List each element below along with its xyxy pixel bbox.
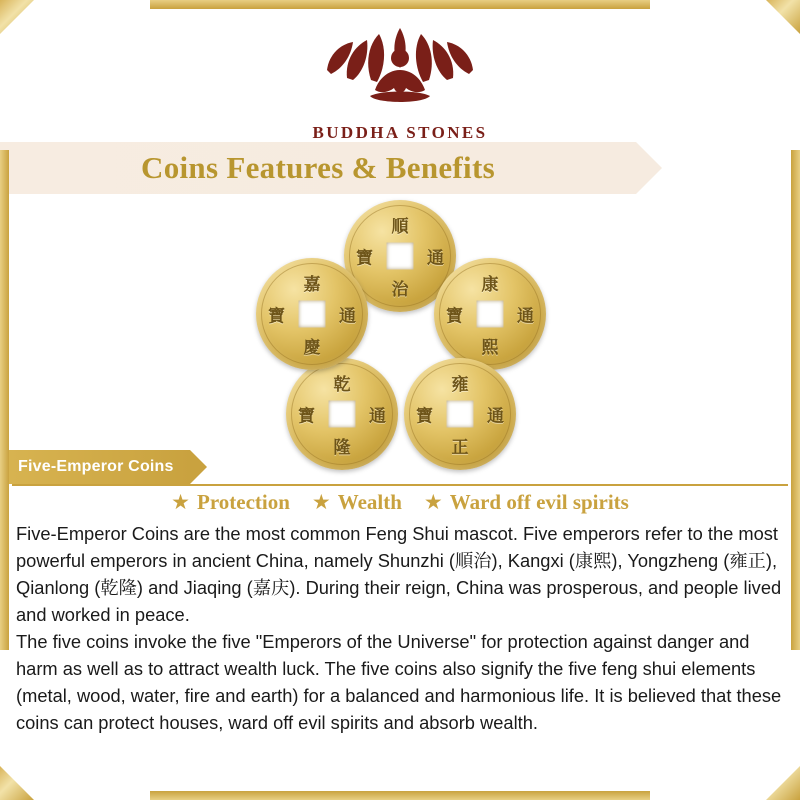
border-edge-bottom: [150, 791, 650, 800]
coin-glyph-right: 通: [369, 406, 386, 427]
coin-glyph-left: 寶: [416, 406, 433, 427]
product-label-text: Five-Emperor Coins: [18, 458, 174, 475]
coin-jiaqing: [256, 258, 368, 370]
coin-glyph-right: 通: [487, 406, 504, 427]
brand-name: BUDDHA STONES: [312, 123, 488, 142]
description-block: [16, 520, 784, 736]
lotus-meditation-figure-icon: [307, 18, 493, 119]
coin-glyph-bottom: 正: [451, 438, 469, 458]
star-icon: ★: [171, 491, 190, 514]
coin-yongzheng: [404, 358, 516, 470]
border-edge-left: [0, 150, 9, 650]
coin-glyph-right: 通: [339, 306, 356, 327]
benefit-item-ward-off-evil-spirits: [424, 490, 629, 515]
benefit-item-wealth: [312, 490, 402, 515]
coin-square-hole: [387, 243, 414, 270]
coin-glyph-top: 雍: [451, 375, 469, 395]
benefit-label: Ward off evil spirits: [449, 490, 629, 514]
coin-kangxi: [434, 258, 546, 370]
title-banner: [0, 142, 636, 194]
brand-header: [0, 0, 800, 143]
coin-square-hole: [447, 401, 474, 428]
benefits-row: [0, 490, 800, 515]
page-title: Coins Features & Benefits: [141, 150, 495, 185]
coin-glyph-bottom: 隆: [333, 438, 351, 458]
coin-glyph-left: 寶: [446, 306, 463, 327]
coin-glyph-left: 寶: [298, 406, 315, 427]
coin-glyph-left: 寶: [268, 306, 285, 327]
product-label-tab: [0, 450, 190, 484]
corner-ornament-bottom-left: [0, 766, 34, 800]
coin-square-hole: [299, 301, 326, 328]
coin-glyph-bottom: 熙: [481, 338, 499, 358]
coin-glyph-top: 順: [391, 217, 409, 237]
benefit-label: Wealth: [337, 490, 402, 514]
coin-qianlong: [286, 358, 398, 470]
description-paragraph-2: The five coins invoke the five "Emperors of the Universe" for protection against danger and harm as well as to attract wealth luck. The five coins also signify the five feng shui elements (metal, wood, water, fire and earth) for a balanced and harmonious life. It is believed that these coins can protect houses, ward off evil spirits and absorb wealth.: [16, 631, 782, 733]
border-edge-top: [150, 0, 650, 9]
coin-glyph-top: 康: [481, 275, 499, 295]
coin-square-hole: [329, 401, 356, 428]
coin-glyph-top: 乾: [333, 375, 351, 395]
star-icon: ★: [311, 491, 331, 514]
coin-glyph-bottom: 慶: [303, 338, 321, 358]
description-paragraph-1: Five-Emperor Coins are the most common Feng Shui mascot. Five emperors refer to the most powerful emperors in ancient China, namely Shunzhi (順治), Kangxi (康熙), Yongzheng (雍正), Qianlong (乾隆) and Jiaqing (嘉庆). During their reign, China was prosperous, and people lived and worked in peace.: [16, 523, 782, 625]
coin-glyph-top: 嘉: [303, 275, 321, 295]
coin-glyph-bottom: 治: [391, 280, 409, 300]
benefit-label: Protection: [197, 490, 290, 514]
coin-cluster-illustration: [0, 196, 800, 458]
corner-ornament-bottom-right: [766, 766, 800, 800]
border-edge-right: [791, 150, 800, 650]
star-icon: ★: [423, 491, 443, 514]
coin-glyph-right: 通: [517, 306, 534, 327]
divider-rule: [12, 484, 788, 486]
coin-glyph-left: 寶: [356, 248, 373, 269]
logo-wrap: [0, 18, 800, 143]
coin-glyph-right: 通: [427, 248, 444, 269]
benefit-item-protection: [171, 490, 290, 515]
coin-square-hole: [477, 301, 504, 328]
